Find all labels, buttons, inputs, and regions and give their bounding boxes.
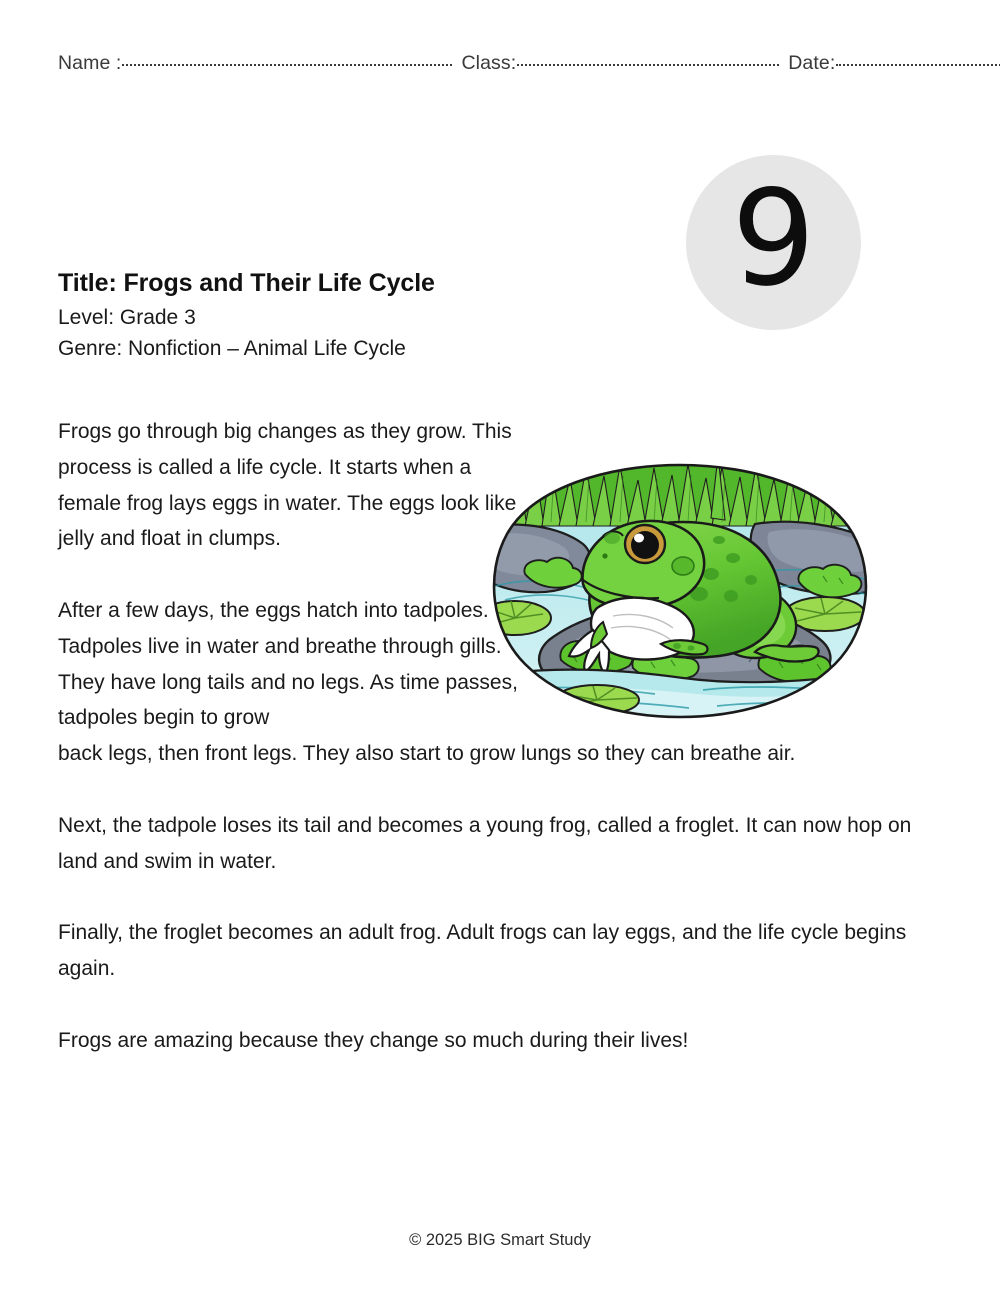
student-info-header: [58, 52, 948, 80]
paragraph-2-wide: back legs, then front legs. They also start to grow lungs so they can breathe air.: [58, 742, 796, 766]
paragraph-gap-3: [58, 879, 920, 915]
article-body: [58, 414, 920, 1058]
page-title: Title: Frogs and Their Life Cycle: [58, 269, 435, 297]
paragraph-gap-4: [58, 987, 920, 1023]
paragraph-1: Frogs go through big changes as they grow. This process is called a life cycle. It starts when a female frog lays eggs in water. The eggs look like jelly and float in clumps.: [58, 420, 517, 551]
paragraph-gap-1: [58, 557, 920, 593]
name-input-line[interactable]: [122, 53, 452, 69]
paragraph-5: Frogs are amazing because they change so much during their lives!: [58, 1028, 689, 1052]
date-input-line[interactable]: [836, 53, 1000, 69]
paragraph-3: Next, the tadpole loses its tail and becomes a young frog, called a froglet. It can now hop on land and swim in water.: [58, 813, 912, 873]
footer-copyright: © 2025 BIG Smart Study: [409, 1231, 591, 1249]
name-label: Name :: [58, 52, 122, 74]
title-block: [58, 266, 658, 364]
paragraph-2-narrow: After a few days, the eggs hatch into tadpoles. Tadpoles live in water and breathe through gills. They have long tails and no legs. As time passes, tadpoles begin to grow: [58, 598, 518, 730]
page-number-value: 9: [731, 161, 816, 316]
level-line: Level: Grade 3: [58, 306, 196, 329]
class-label: Class:: [461, 52, 517, 74]
paragraph-4: Finally, the froglet becomes an adult frog. Adult frogs can lay eggs, and the life cycle begins again.: [58, 921, 907, 980]
class-input-line[interactable]: [517, 53, 779, 69]
date-label: Date:: [788, 52, 836, 74]
genre-line: Genre: Nonfiction – Animal Life Cycle: [58, 337, 406, 360]
page-number-badge: [686, 155, 861, 330]
paragraph-gap-2: [58, 772, 920, 808]
